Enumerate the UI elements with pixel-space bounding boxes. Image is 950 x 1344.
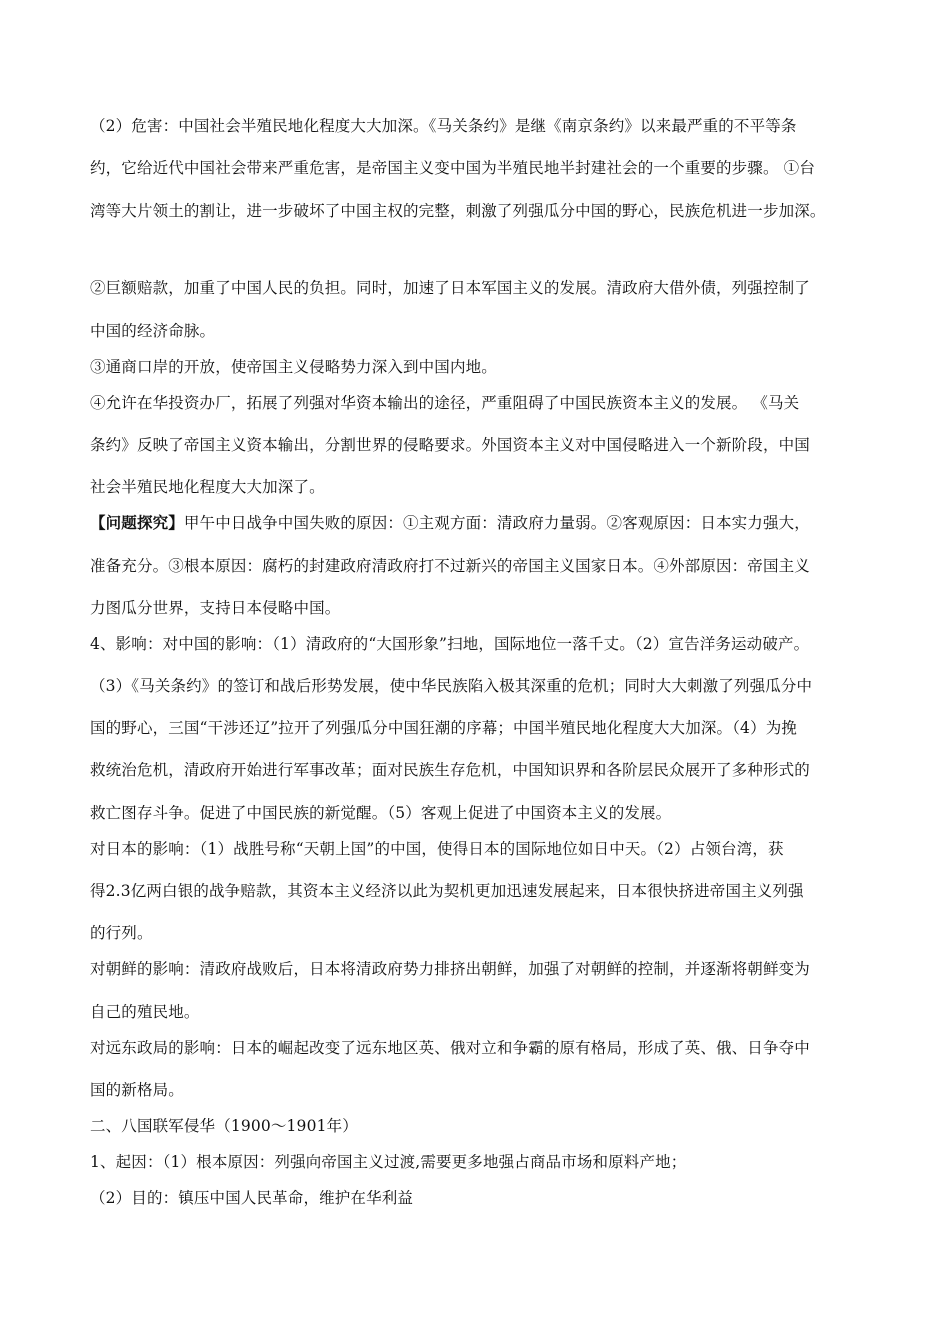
text-line: 救亡图存斗争。促进了中国民族的新觉醒。（5）客观上促进了中国资本主义的发展。 — [90, 804, 672, 822]
text-line: 得2.3亿两白银的战争赔款，其资本主义经济以此为契机更加迅速发展起来，日本很快挤进帝国主义列强 — [90, 882, 804, 900]
text-line: （2）目的：镇压中国人民革命，维护在华利益 — [90, 1189, 414, 1207]
text-line: 国的野心，三国“干涉还辽”拉开了列强瓜分中国狂潮的序幕；中国半殖民地化程度大大加深。（4）为挽 — [90, 719, 798, 737]
text-line: 准备充分。③根本原因：腐朽的封建政府清政府打不过新兴的帝国主义国家日本。④外部原因：帝国主义 — [90, 557, 810, 575]
text-line: 对朝鲜的影响：清政府战败后，日本将清政府势力排挤出朝鲜，加强了对朝鲜的控制，并逐渐将朝鲜变为 — [90, 960, 810, 978]
text-line: 自己的殖民地。 — [90, 1003, 200, 1021]
text-line: 国的新格局。 — [90, 1081, 184, 1099]
problem-exploration-line — [90, 513, 810, 533]
text-line: ④允许在华投资办厂，拓展了列强对华资本输出的途径，严重阻碍了中国民族资本主义的发展。 《马关 — [90, 394, 800, 412]
text-line: 1、起因：（1）根本原因：列强向帝国主义过渡,需要更多地强占商品市场和原料产地； — [90, 1153, 687, 1171]
text-line: ②巨额赔款，加重了中国人民的负担。同时，加速了日本军国主义的发展。清政府大借外债，列强控制了 — [90, 279, 810, 297]
section-heading: 二、八国联军侵华（1900～1901年） — [90, 1117, 358, 1135]
text-line: 湾等大片领土的割让，进一步破坏了中国主权的完整，刺激了列强瓜分中国的野心，民族危机进一步加深。 — [90, 202, 826, 220]
text-line: 对远东政局的影响：日本的崛起改变了远东地区英、俄对立和争霸的原有格局，形成了英、俄、日争夺中 — [90, 1039, 810, 1057]
text-line: ③通商口岸的开放，使帝国主义侵略势力深入到中国内地。 — [90, 358, 497, 376]
text-line: 中国的经济命脉。 — [90, 322, 216, 340]
text-line: 力图瓜分世界，支持日本侵略中国。 — [90, 599, 341, 617]
text-line: 社会半殖民地化程度大大加深了。 — [90, 478, 325, 496]
text-line: 救统治危机，清政府开始进行军事改革；面对民族生存危机，中国知识界和各阶层民众展开了多种形式的 — [90, 761, 810, 779]
text-line: 约，它给近代中国社会带来严重危害，是帝国主义变中国为半殖民地半封建社会的一个重要的步骤。 ①台 — [90, 159, 815, 177]
text-line: 的行列。 — [90, 924, 153, 942]
text-line: 甲午中日战争中国失败的原因：①主观方面：清政府力量弱。②客观原因：日本实力强大， — [183, 514, 810, 532]
text-line: （3）《马关条约》的签订和战后形势发展，使中华民族陷入极其深重的危机；同时大大刺激了列强瓜分中 — [90, 677, 813, 695]
text-line: 4、影响：对中国的影响：（1）清政府的“大国形象”扫地，国际地位一落千丈。（2）宣告洋务运动破产。 — [90, 635, 810, 653]
problem-exploration-label: 【问题探究】 — [90, 513, 184, 532]
text-line: 条约》反映了帝国主义资本输出，分割世界的侵略要求。外国资本主义对中国侵略进入一个新阶段，中国 — [90, 436, 810, 454]
text-line: （2）危害：中国社会半殖民地化程度大大加深。《马关条约》是继《南京条约》以来最严重的不平等条 — [90, 117, 797, 135]
text-line: 对日本的影响：（1）战胜号称“天朝上国”的中国，使得日本的国际地位如日中天。（2）占领台湾，获 — [90, 840, 784, 858]
